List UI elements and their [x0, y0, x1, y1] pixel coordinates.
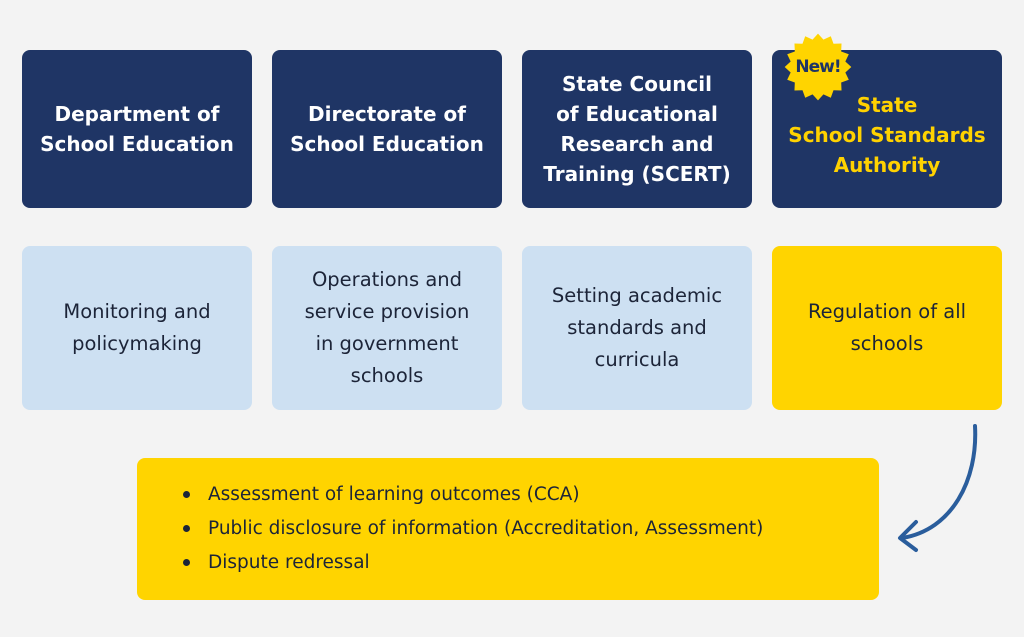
directorate-description: Operations and service provision in government schools: [304, 268, 470, 387]
department-description: Monitoring and policymaking: [63, 300, 211, 355]
scert-description-box: [522, 246, 752, 410]
sssa-description: Regulation of all schools: [807, 300, 967, 355]
department-of-school-education-box: [22, 50, 252, 208]
list-item: Assessment of learning outcomes (CCA): [183, 478, 879, 512]
sssa-description-box: [772, 246, 1002, 410]
department-description-box: [22, 246, 252, 410]
scert-title: State Council of Educational Research and Training (SCERT): [543, 72, 731, 186]
list-item: Public disclosure of information (Accreditation, Assessment): [183, 512, 879, 546]
curved-arrow-icon: [880, 420, 990, 560]
department-title: Department of School Education: [40, 102, 234, 156]
list-item: Dispute redressal: [183, 546, 879, 580]
new-badge-label: New!: [795, 57, 841, 77]
directorate-description-box: [272, 246, 502, 410]
directorate-of-school-education-box: [272, 50, 502, 208]
sssa-functions-list: [137, 458, 879, 600]
sssa-title: State School Standards Authority: [788, 93, 986, 177]
directorate-title: Directorate of School Education: [290, 102, 484, 156]
scert-description: Setting academic standards and curricula: [551, 284, 723, 371]
scert-box: [522, 50, 752, 208]
